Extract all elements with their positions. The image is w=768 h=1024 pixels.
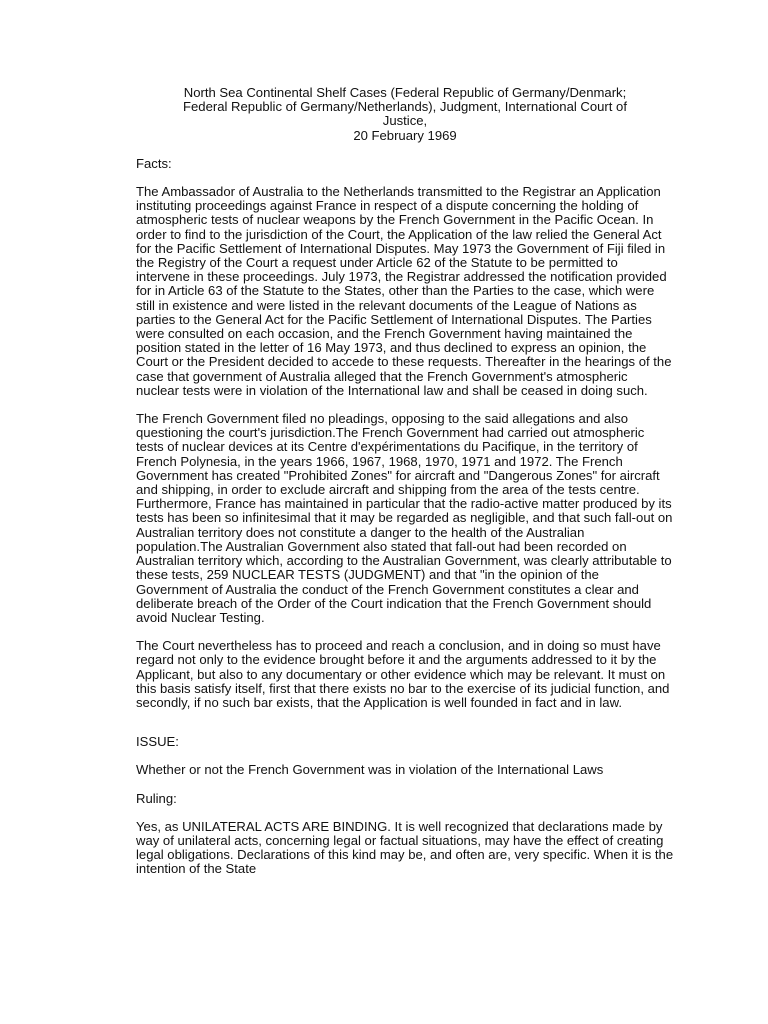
ruling-heading: Ruling: [136,790,177,806]
title-line-1: North Sea Continental Shelf Cases (Federal Republic of Germany/Denmark; [183,85,627,100]
title-line-4-date: 20 February 1969 [353,127,457,143]
title-line-3: Justice, [382,113,428,129]
facts-heading: Facts: [136,155,172,171]
facts-paragraph-1: The Ambassador of Australia to the Netherlands transmitted to the Registrar an Application instituting proceedings against France in respect of a dispute concerning the holding of atmospheric tests of nuclear weapons by the French Government in the Pacific Ocean. In order to find to the jurisdiction of the Court, the Application of the law relied the General Act for the Pacific Settlement of International Disputes. May 1973 the Government of Fiji filed in the Registry of the Court a request under Article 62 of the Statute to be permitted to intervene in these proceedings. July 1973, the Registrar addressed the notification provided for in Article 63 of the Statute to the States, other than the Parties to the case, which were still in existence and were listed in the relevant documents of the League of Nations as parties to the General Act for the Pacific Settlement of International Disputes. The Parties were consulted on each occasion, and the French Government having maintained the position stated in the letter of 16 May 1973, and thus declined to express an opinion, the Court or the President decided to accede to these requests. Thereafter in the hearings of the case that government of Australia alleged that the French Government's atmospheric nuclear tests were in violation of the International law and shall be ceased in doing such. [136,184,672,398]
document-body [136,86,674,877]
facts-paragraph-2: The French Government filed no pleadings, opposing to the said allegations and also questioning the court's jurisdiction.The French Government had carried out atmospheric tests of nuclear devices at its Centre d'expérimentations du Pacifique, in the territory of French Polynesia, in the years 1966, 1967, 1968, 1970, 1971 and 1972. The French Government has created "Prohibited Zones" for aircraft and "Dangerous Zones" for aircraft and shipping, in order to exclude aircraft and shipping from the area of the tests centre. Furthermore, France has maintained in particular that the radio-active matter produced by its tests has been so infinitesimal that it may be regarded as negligible, and that such fall-out on Australian territory does not constitute a danger to the health of the Australian population.The Australian Government also stated that fall-out had been recorded on Australian territory which, according to the Australian Government, was clearly attributable to these tests, 259 NUCLEAR TESTS (JUDGMENT) and that "in the opinion of the Government of Australia the conduct of the French Government constitutes a clear and deliberate breach of the Order of the Court indication that the French Government should avoid Nuclear Testing. [136,411,673,625]
title-line-2: Federal Republic of Germany/Netherlands), Judgment, International Court of [183,99,627,115]
issue-text: Whether or not the French Government was in violation of the International Laws [136,762,604,778]
issue-heading: ISSUE: [136,734,179,750]
facts-paragraph-3: The Court nevertheless has to proceed and reach a conclusion, and in doing so must have regard not only to the evidence brought before it and the arguments addressed to it by the Applicant, but also to any documentary or other evidence which may be relevant. It must on this basis satisfy itself, first that there exists no bar to the exercise of its judicial function, and secondly, if no such bar exists, that the Application is well founded in fact and in law. [136,638,670,710]
document-title [122,86,688,143]
ruling-text: Yes, as UNILATERAL ACTS ARE BINDING. It is well recognized that declarations made by way of unilateral acts, concerning legal or factual situations, may have the effect of creating legal obligations. Declarations of this kind may be, and often are, very specific. When it is the intention of the State [136,818,674,877]
